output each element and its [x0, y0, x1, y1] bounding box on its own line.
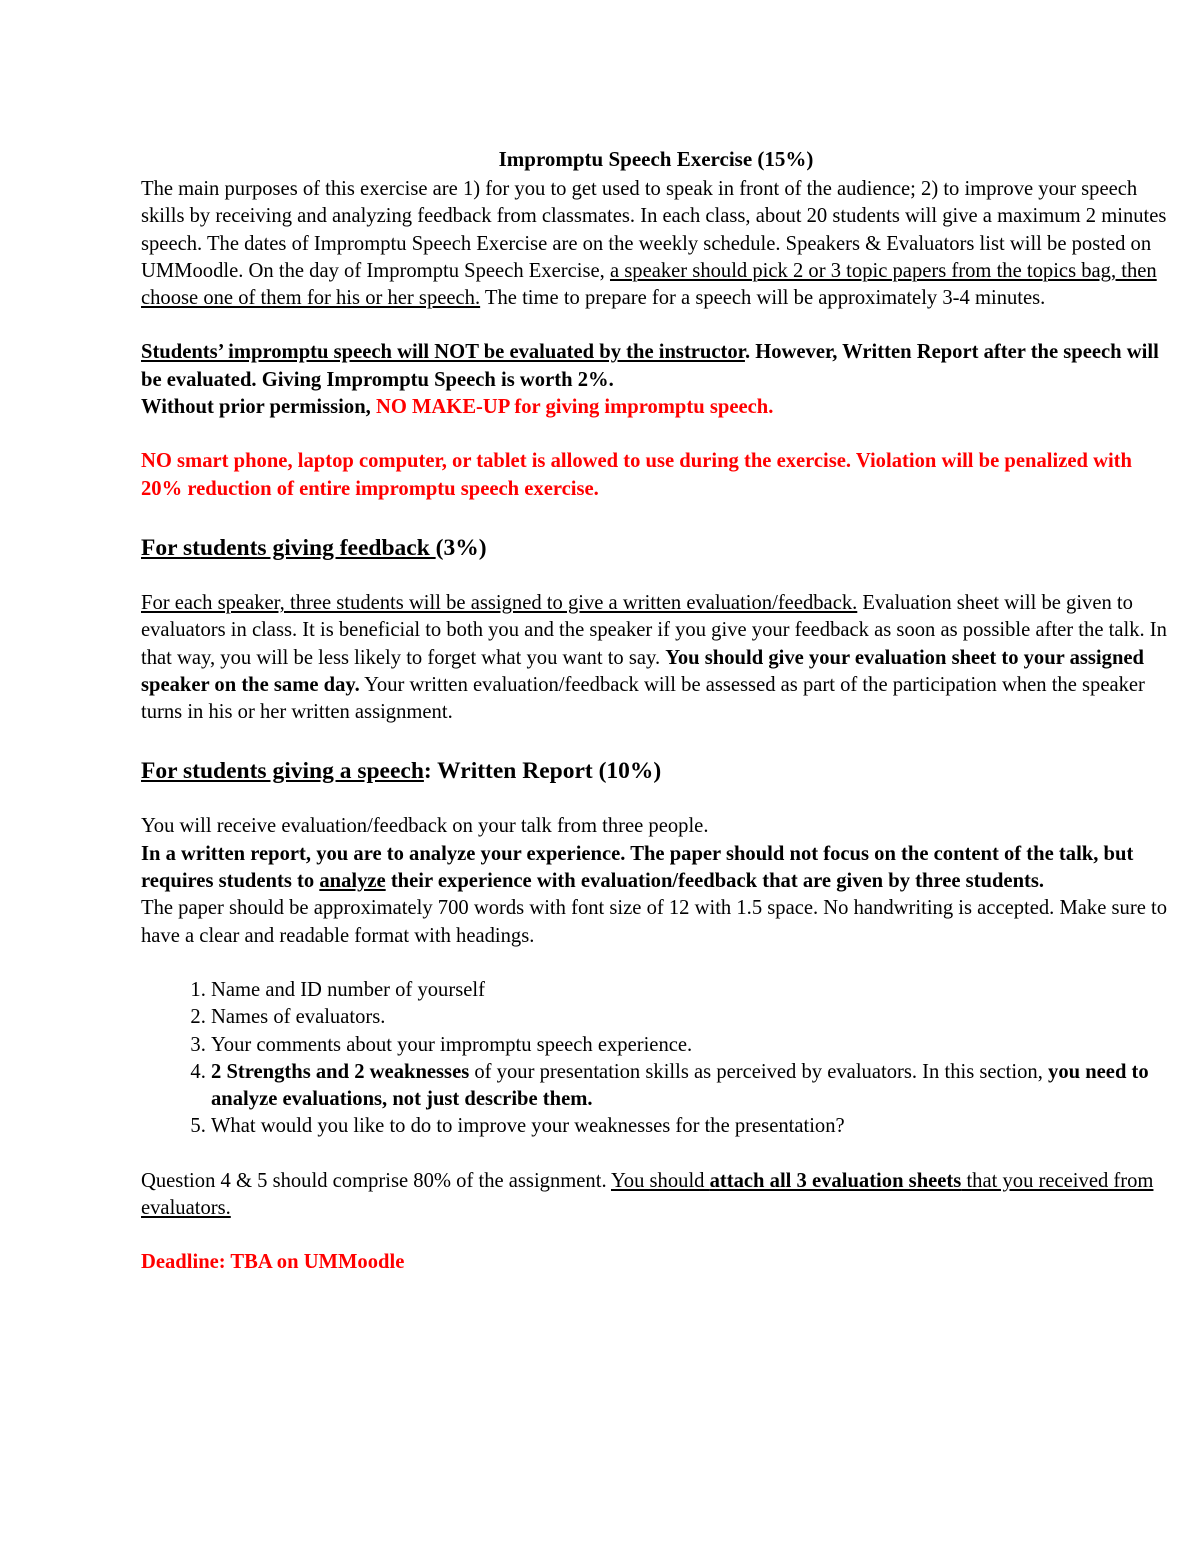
- speech-heading: [141, 756, 1171, 786]
- speech-bold-analyze: analyze: [319, 870, 386, 893]
- intro-underlined: a speaker should pick 2 or 3 topic papers from the topics bag, then choose one of them for his or her speech.: [141, 259, 1157, 310]
- list-item: 1. Name and ID number of yourself: [211, 977, 1171, 1004]
- list-item: [211, 1059, 1171, 1114]
- intro-tail: The time to prepare for a speech will be approximately 3-4 minutes.: [480, 287, 1046, 310]
- list-item: 3. Your comments about your impromptu speech experience.: [211, 1032, 1171, 1059]
- report-items-list: [141, 977, 1171, 1141]
- question-underlined-2: that you received from evaluators.: [141, 1169, 1154, 1220]
- feedback-underlined: For each speaker, three students will be assigned to give a written evaluation/feedback.: [141, 591, 858, 614]
- item4-text: of your presentation skills as perceived by evaluators. In this section,: [469, 1060, 1049, 1083]
- deadline: Deadline: TBA on UMMoodle: [141, 1251, 405, 1274]
- speech-heading-rest: : Written Report (10%): [423, 758, 662, 785]
- feedback-tail: Your written evaluation/feedback will be assessed as part of the participation when the speaker turns in his or her written assignment.: [141, 673, 1145, 724]
- document-content: [141, 142, 1171, 1277]
- speech-heading-underlined: For students giving a speech: [141, 758, 424, 785]
- question-paragraph: [141, 1168, 1171, 1223]
- speech-bold-paragraph: [141, 841, 1171, 896]
- item4-bold: 2 Strengths and 2 weaknesses: [211, 1060, 470, 1083]
- no-makeup-warning: NO MAKE-UP for giving impromptu speech.: [375, 396, 774, 419]
- feedback-heading: [141, 533, 1171, 563]
- intro-text: The main purposes of this exercise are 1) for you to get used to speak in front of the audience; 2) to improve your speech skills by receiving and analyzing feedback from classmates. In each class, about 20 students will give a maximum 2 minutes speech. The dates of Impromptu Speech Exercise are on the weekly schedule. Speakers & Evaluators list will be posted on UMMoodle. On the day of Impromptu Speech Exercise,: [141, 178, 1167, 282]
- speech-bold-b: their experience with evaluation/feedback that are given by three students.: [385, 870, 1045, 893]
- speech-bold-a: In a written report, you are to analyze your experience. The paper should not focus on the content of the talk, but requires students to: [141, 842, 1134, 893]
- evaluation-note-rest: . However, Written Report after the speech will be evaluated. Giving Impromptu Speech is worth 2%.: [141, 341, 1159, 391]
- device-warning: NO smart phone, laptop computer, or tablet is allowed to use during the exercise. Violation will be penalized with 20% reduction of entire impromptu speech exercise.: [141, 450, 1132, 500]
- question-underlined-bold: attach all 3 evaluation sheets: [709, 1169, 962, 1192]
- question-underlined-1: You should: [610, 1169, 710, 1192]
- evaluation-note-underlined: Students’ impromptu speech will NOT be evaluated by the instructor: [141, 341, 745, 364]
- page-title: Impromptu Speech Exercise (15%): [498, 147, 814, 171]
- feedback-paragraph: [141, 590, 1171, 726]
- evaluation-note: [141, 339, 1171, 421]
- feedback-text: Evaluation sheet will be given to evaluators in class. It is beneficial to both you and the speaker if you give your feedback as soon as possible after the talk. In that way, you will be less likely to forget what you want to say.: [141, 591, 1167, 669]
- speech-format: The paper should be approximately 700 words with font size of 12 with 1.5 space. No handwriting is accepted. Make sure to have a clear and readable format with headings.: [141, 897, 1167, 947]
- speech-line1: You will receive evaluation/feedback on your talk from three people.: [141, 815, 709, 838]
- question-text: Question 4 & 5 should comprise 80% of the assignment.: [141, 1169, 611, 1192]
- feedback-bold: You should give your evaluation sheet to your assigned speaker on the same day.: [141, 646, 1144, 696]
- permission-label: Without prior permission,: [141, 396, 376, 419]
- intro-paragraph: [141, 176, 1171, 312]
- feedback-heading-rest: (3%): [435, 534, 487, 561]
- feedback-heading-underlined: For students giving feedback: [141, 534, 436, 561]
- list-item: 2. Names of evaluators.: [211, 1004, 1171, 1031]
- list-item: 5. What would you like to do to improve your weaknesses for the presentation?: [211, 1113, 1171, 1140]
- item4-bold2: you need to analyze evaluations, not just describe them.: [211, 1060, 1149, 1111]
